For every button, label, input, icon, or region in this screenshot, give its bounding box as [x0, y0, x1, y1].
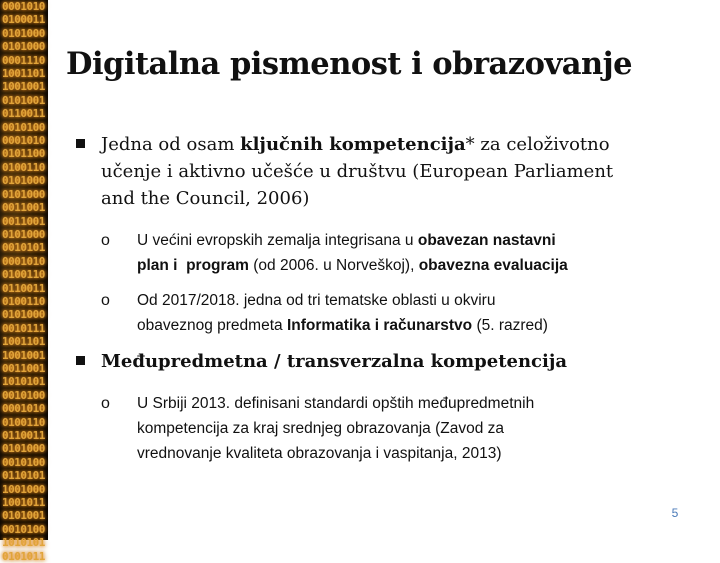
binary-digits-line: 0001110 [2, 53, 45, 67]
binary-digits-line: 0101000 [2, 227, 45, 241]
binary-digits-line: 1001000 [2, 482, 45, 496]
binary-digits-line: 0001010 [2, 254, 45, 268]
binary-digits-line: 0100011 [2, 13, 45, 27]
binary-decoration-strip [0, 0, 48, 563]
circle-bullet-icon: o [101, 232, 110, 249]
binary-digits-line: 1001101 [2, 335, 45, 349]
square-bullet-icon [76, 139, 85, 148]
text-line [101, 131, 701, 158]
bullet-text [101, 348, 701, 375]
binary-digits-line: 0010101 [2, 241, 45, 255]
square-bullet-icon [76, 356, 85, 365]
binary-digits-line: 0110101 [2, 469, 45, 483]
text-run: Od 2017/2018. jedna od tri tematske oblasti u okviru [137, 292, 496, 309]
binary-digits-line: 0101000 [2, 187, 45, 201]
bold-text-run: obavezan nastavni [417, 232, 556, 249]
binary-digits-line: 0100110 [2, 268, 45, 282]
binary-digits-line: 1010101 [2, 536, 45, 550]
binary-digits-line: 1001011 [2, 496, 45, 510]
text-line [137, 288, 697, 313]
circle-bullet-icon: o [101, 395, 110, 412]
text-line [137, 441, 697, 466]
page-number: 5 [671, 506, 679, 520]
text-line [137, 228, 697, 253]
binary-digits-line: 1001001 [2, 80, 45, 94]
text-line [137, 253, 697, 278]
binary-digits-line: 0100110 [2, 294, 45, 308]
bold-text-run: plan i program [137, 257, 249, 274]
sub-bullet-text [137, 228, 697, 278]
binary-digits-line: 0010111 [2, 321, 45, 335]
binary-digits-line: 0110011 [2, 107, 45, 121]
text-run: (od 2006. u Norveškoj), [248, 257, 419, 274]
text-run: (5. razred) [472, 317, 548, 334]
text-run: učenje i aktivno učešće u društvu (European Parliament [101, 161, 614, 182]
sub-bullet-text [137, 288, 697, 338]
text-run: * za celoživotno [465, 134, 610, 155]
binary-digits-line: 0100110 [2, 415, 45, 429]
text-line [137, 391, 697, 416]
binary-digits-line: 0010100 [2, 388, 45, 402]
binary-digits-line: 0011001 [2, 214, 45, 228]
binary-digits-line: 0101000 [2, 40, 45, 54]
text-line [101, 185, 701, 212]
text-run: and the Council, 2006) [101, 188, 310, 209]
binary-digits-line: 0011001 [2, 361, 45, 375]
circle-bullet-icon: o [101, 292, 110, 309]
slide-title: Digitalna pismenost i obrazovanje [66, 46, 633, 82]
bold-text-run: Međupredmetna / transverzalna kompetencija [101, 351, 568, 372]
binary-digits-line: 1010101 [2, 375, 45, 389]
text-line [137, 416, 697, 441]
text-line [137, 313, 697, 338]
text-line [101, 348, 701, 375]
bullet-text [101, 131, 701, 212]
binary-digits-line: 1001101 [2, 67, 45, 81]
text-line [101, 158, 701, 185]
binary-digits-line: 0101000 [2, 442, 45, 456]
binary-digits-line: 0101000 [2, 174, 45, 188]
binary-digits-line: 0010100 [2, 455, 45, 469]
binary-digits-line: 0101001 [2, 93, 45, 107]
binary-digits-line: 0101100 [2, 147, 45, 161]
bold-text-run: Informatika i računarstvo [286, 317, 473, 334]
binary-digits-line: 0010100 [2, 120, 45, 134]
binary-digits-line: 0101001 [2, 509, 45, 523]
text-run: U Srbiji 2013. definisani standardi opštih međupredmetnih [137, 395, 535, 412]
sub-bullet-text [137, 391, 697, 466]
text-run: vrednovanje kvaliteta obrazovanja i vaspitanja, 2013) [137, 445, 502, 462]
binary-digits-line: 0101011 [2, 549, 45, 563]
binary-digits-line: 0100110 [2, 160, 45, 174]
bold-text-run: obavezna evaluacija [418, 257, 568, 274]
binary-digits-line: 0011001 [2, 201, 45, 215]
binary-digits-line: 0110011 [2, 429, 45, 442]
binary-digits-line: 1001001 [2, 348, 45, 362]
text-run: obaveznog predmeta [137, 317, 287, 334]
text-run: U većini evropskih zemalja integrisana u [137, 232, 418, 249]
text-run: Jedna od osam [101, 134, 241, 155]
binary-digits-line: 0001010 [2, 0, 45, 13]
binary-digits-line: 0010100 [2, 522, 45, 536]
binary-digits-line: 0001010 [2, 402, 45, 416]
binary-digits-line: 0101000 [2, 26, 45, 40]
text-run: kompetencija za kraj srednjeg obrazovanja (Zavod za [137, 420, 505, 437]
binary-digits-line: 0101000 [2, 308, 45, 322]
binary-digits-line: 0110011 [2, 281, 45, 295]
binary-digits-line: 0001010 [2, 134, 45, 148]
bold-text-run: ključnih kompetencija [240, 134, 466, 155]
